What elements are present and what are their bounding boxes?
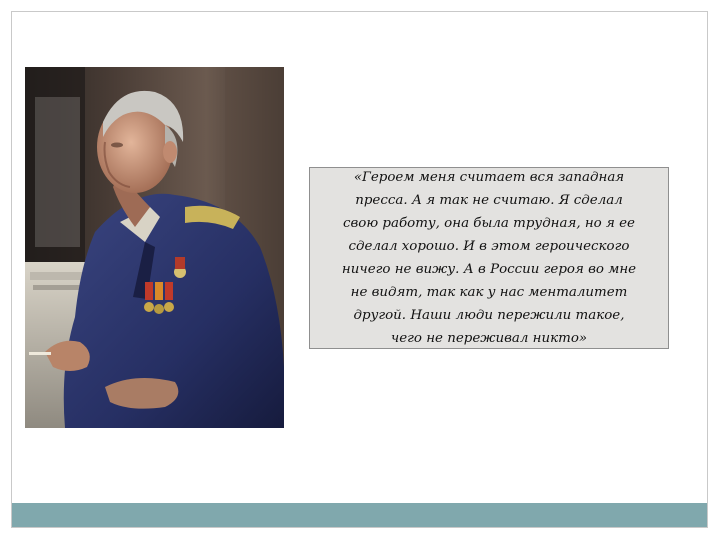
quote-text: «Героем меня считает вся западная пресса. А я так не считаю. Я сделал свою работу, она была трудная, но я ее сделал хорошо. И в этом героического ничего не вижу. А в России героя во мне не видят, так как у нас менталитет другой. Наши люди пережили такое, чего не переживал никто»: [341, 170, 637, 346]
portrait-image: [25, 67, 284, 428]
footer-bar: [12, 503, 707, 527]
quote-box: [309, 167, 669, 349]
portrait-photo: [25, 67, 284, 428]
